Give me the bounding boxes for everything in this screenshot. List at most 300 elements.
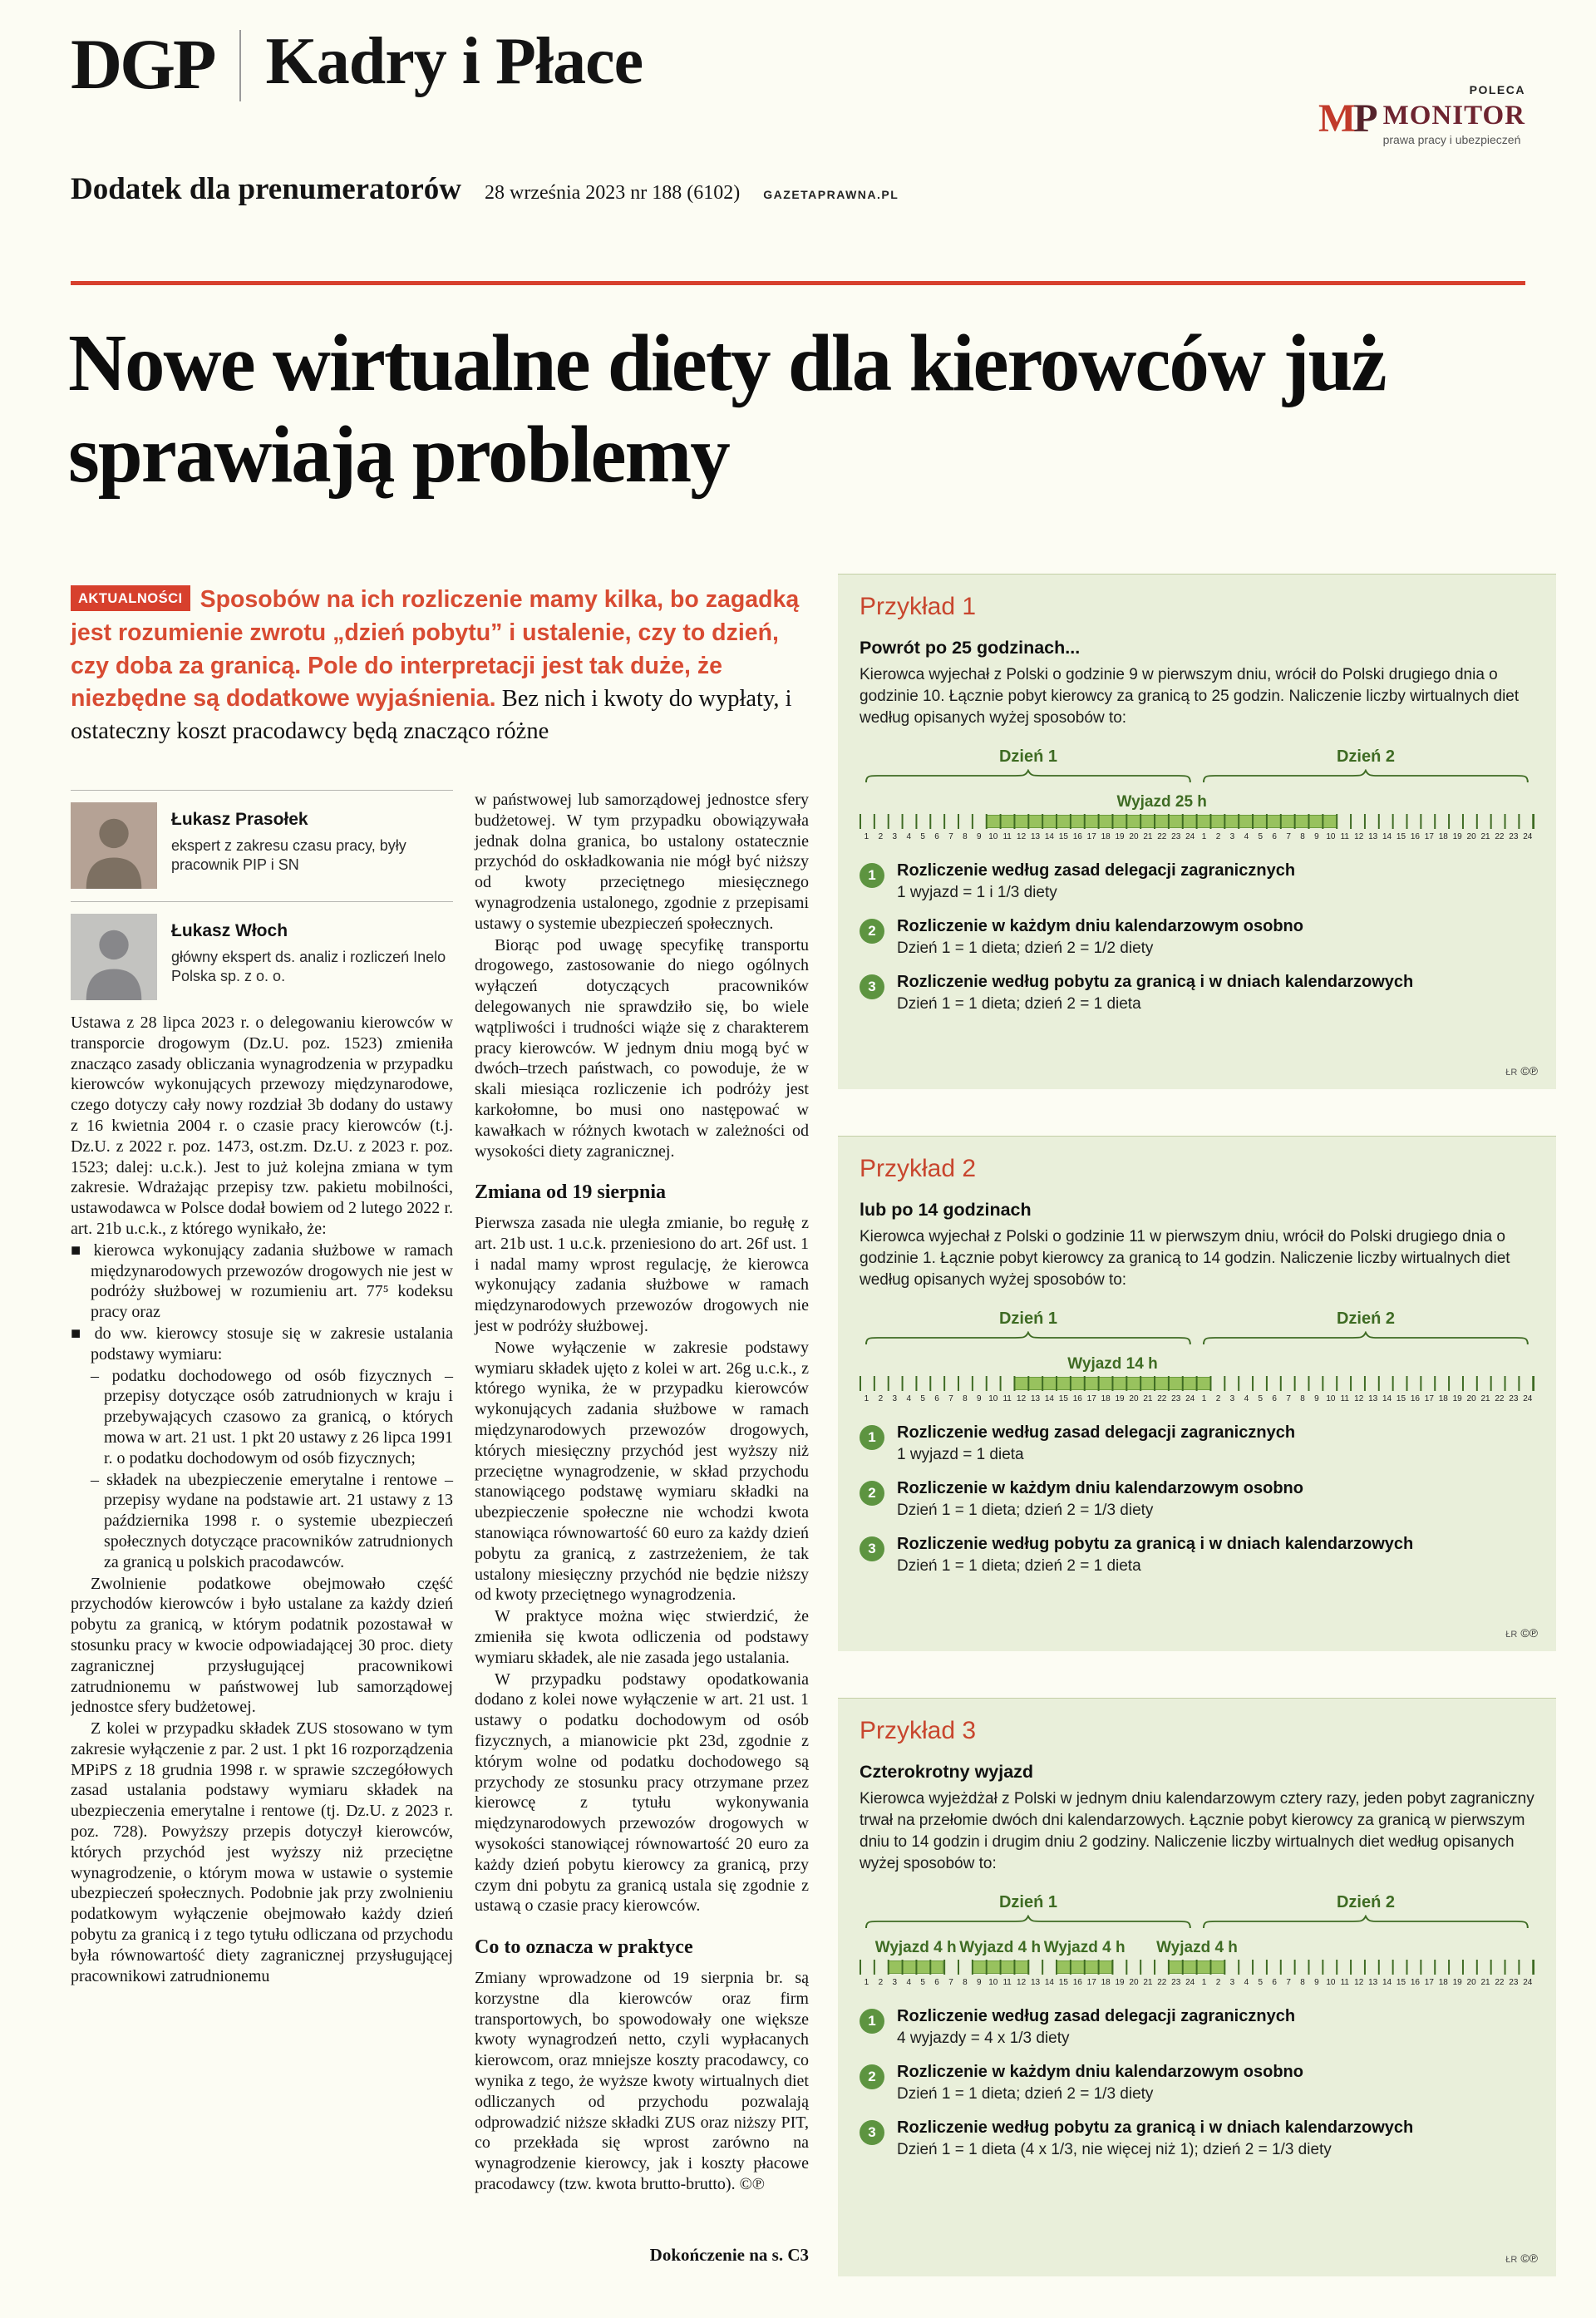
hour-number: 23 (1171, 832, 1181, 842)
hour-number: 1 (864, 1394, 869, 1404)
item-number-badge: 2 (860, 919, 884, 944)
method-item (860, 917, 1534, 958)
paragraph: Zwolnienie podatkowe obejmowało część przychodów kierowców i było ustalane za każdy dzień pobytu za granicą, w którym podatnik pozostawał w stosunku pracy w kwocie odpowiadającej 30 proc. diety zagranicznej przysługującej pracownikowi zatrudnionemu w państwowej lub samorządowej jednostce sfery budżetowej. (71, 1574, 453, 1717)
hour-number: 2 (1215, 832, 1221, 842)
method-title: Rozliczenie w każdym dniu kalendarzowym osobno (897, 2063, 1303, 2082)
example-title: Przykład 2 (860, 1155, 977, 1182)
hour-ticks (860, 814, 1534, 829)
day-headers (860, 1309, 1534, 1344)
hour-number: 3 (1229, 832, 1235, 842)
hour-number: 20 (1129, 1978, 1139, 1988)
hour-number: 21 (1143, 832, 1153, 842)
hour-number: 23 (1171, 1978, 1181, 1988)
trip-label: Wyjazd 14 h (1067, 1355, 1158, 1374)
hour-number: 7 (948, 1978, 953, 1988)
day2-header (1197, 1309, 1534, 1344)
hour-number: 1 (864, 1978, 869, 1988)
method-detail: 1 wyjazd = 1 dieta (897, 1446, 1024, 1464)
paragraph: Ustawa z 28 lipca 2023 r. o delegowaniu kierowców w transporcie drogowym (Dz.U. poz. 1523) zmieniła znacząco zasady obliczania wynagrodzenia w przypadku kierowców wykonujących przewozy międzynarodowe, czego dotyczy cały nowy rozdział 3b dodany do ustawy z 16 kwietnia 2004 r. o czasie pracy kierowców (t.j. Dz.U. z 2022 r. poz. 1473, ost.zm. Dz.U. z 2023 r. poz. 1523; dalej: u.c.k.). Jest to już kolejna zmiana w tym zakresie. Wdrażając przepisy tzw. pakietu mobilności, ustawodawca w Polsce dodał bowiem od 2 lutego 2022 r. art. 21b u.c.k., z którego wynikało, że: (71, 1014, 453, 1238)
day2-label: Dzień 2 (1336, 1893, 1396, 1912)
method-detail: 4 wyjazdy = 4 x 1/3 diety (897, 2029, 1070, 2048)
hour-number: 21 (1143, 1394, 1153, 1404)
hour-number: 4 (1244, 832, 1249, 842)
method-item (860, 1479, 1534, 1520)
hour-number: 17 (1424, 1978, 1434, 1988)
site-url: GAZETAPRAWNA.PL (763, 188, 899, 201)
brace-icon (864, 1331, 1192, 1344)
hour-number: 16 (1410, 832, 1420, 842)
paragraph: W przypadku podstawy opodatkowania dodano z kolei nowe wyłączenie w art. 21 ust. 1 ustawy o podatku dochodowym od osób fizycznych, a mianowicie pkt 23d, zgodnie z którym wolne od podatku dochodowego są przychody ze stosunku pracy otrzymane przez kierowcę z tytułu wykonywania międzynarodowych przewozów drogowych w wysokości stanowiącej równowartość 20 euro za każdy dzień pobytu kierowcy za granicą, przy czym dni pobytu za granicą ustala się zgodnie z ustawą o czasie pracy kierowców. (475, 1669, 809, 1916)
method-detail: Dzień 1 = 1 dieta; dzień 2 = 1 dieta (897, 995, 1141, 1014)
hour-number: 22 (1495, 832, 1505, 842)
author-card (71, 901, 453, 1013)
copyright-mark: ©℗ (1520, 1626, 1538, 1640)
hour-number: 24 (1523, 1978, 1533, 1988)
method-body (897, 2007, 1295, 2048)
day1-label: Dzień 1 (998, 1309, 1058, 1329)
masthead (71, 24, 1525, 207)
hour-number: 11 (1002, 832, 1012, 842)
hour-number: 8 (1300, 1978, 1305, 1988)
hour-number: 3 (1229, 1394, 1235, 1404)
hour-number: 16 (1072, 1978, 1082, 1988)
section-title: Kadry i Płace (265, 25, 643, 98)
method-body (897, 2063, 1303, 2103)
hour-number: 21 (1480, 832, 1490, 842)
author-card (71, 790, 453, 901)
paragraph: Nowe wyłączenie w zakresie podstawy wymiaru składek ujęto z kolei w art. 26g u.c.k., z którego wynika, że w przypadku kierowców wykonujących zadania służbowe w ramach międzynarodowych przewozów drogowych, których miesięczny przychód jest wyższy niż przeciętne wynagrodzenie, w skład przychodu stanowiącego podstawę wymiaru składki na ubezpieczenie społeczne nie wchodzi kwota stanowiąca równowartość 60 euro za każdy dzień pobytu za granicą, z zastrzeżeniem, że tak ustalony miesięczny przychód nie będzie niższy od kwoty przeciętnego wynagrodzenia. (475, 1338, 809, 1605)
hour-number: 10 (988, 832, 998, 842)
day2-header (1197, 1893, 1534, 1928)
trip-labels (860, 791, 1534, 814)
hour-number: 4 (906, 832, 911, 842)
brace-icon (1202, 769, 1530, 782)
paragraph: Biorąc pod uwagę specyfikę transportu drogowego, zastosowanie do niego ogólnych wyłączeń dotyczących pracowników delegowanych nie sprawdziło się, bo wiele wątpliwości i trudności wiąże się z charakterem pracy kierowców. W jednym dniu mogą być w dwóch–trzech państwach, co powoduje, że w skali miesiąca rozliczenie ich podróży jest karkołomne, bo musi ono następować w kawałkach w różnych kwotach w zależności od wysokości diety zagranicznej. (475, 935, 809, 1161)
hour-number: 24 (1185, 1394, 1195, 1404)
hour-numbers (860, 832, 1534, 841)
method-title: Rozliczenie według pobytu za granicą i w dniach kalendarzowych (897, 973, 1414, 992)
example-intro: Kierowca wyjeżdżał z Polski w jednym dniu kalendarzowym cztery razy, jeden pobyt zagraniczny trwał na przełomie dwóch dni kalendarzowych. Łącznie pobyt kierowcy za granicą w pierwszym dniu to 14 godzin i drugim dniu 2 godziny. Naliczenie liczby wirtualnych diet według opisanych wyżej sposobów to: (860, 1790, 1534, 1873)
item-number-badge: 1 (860, 1425, 884, 1450)
hour-number: 5 (920, 832, 925, 842)
author-info (171, 914, 453, 1000)
hour-number: 4 (906, 1978, 911, 1988)
hour-number: 1 (1201, 1978, 1207, 1988)
hour-number: 1 (1201, 1394, 1207, 1404)
hour-number: 11 (1340, 1978, 1349, 1988)
hour-number: 20 (1466, 1394, 1476, 1404)
hour-number: 16 (1072, 1394, 1082, 1404)
method-detail: Dzień 1 = 1 dieta (4 x 1/3, nie więcej niż 1); dzień 2 = 1/3 diety (897, 2141, 1332, 2159)
hour-number: 6 (934, 832, 939, 842)
section-subhead: Zmiana od 19 sierpnia (475, 1181, 667, 1204)
method-title: Rozliczenie w każdym dniu kalendarzowym osobno (897, 1479, 1303, 1498)
hour-number: 3 (892, 1978, 898, 1988)
hour-number: 11 (1340, 832, 1349, 842)
poleca-label: POLECA (1469, 83, 1525, 96)
hour-number: 4 (906, 1394, 911, 1404)
hour-number: 8 (963, 1978, 968, 1988)
hour-number: 12 (1017, 832, 1027, 842)
hour-number: 5 (920, 1394, 925, 1404)
hour-number: 21 (1143, 1978, 1153, 1988)
method-item (860, 1423, 1534, 1464)
hour-number: 13 (1368, 1394, 1378, 1404)
hour-number: 19 (1115, 832, 1125, 842)
hour-number: 17 (1086, 1394, 1096, 1404)
day1-header (860, 1893, 1197, 1928)
hour-number: 18 (1101, 832, 1111, 842)
hour-number: 10 (988, 1394, 998, 1404)
monitor-block (1318, 28, 1525, 146)
trip-labels (860, 1353, 1534, 1376)
lead-paragraph (71, 584, 809, 748)
hour-number: 2 (878, 1394, 884, 1404)
method-title: Rozliczenie w każdym dniu kalendarzowym osobno (897, 917, 1303, 936)
method-item (860, 2007, 1534, 2048)
hour-number: 7 (948, 1394, 953, 1404)
hour-number: 23 (1171, 1394, 1181, 1404)
hour-number: 6 (934, 1978, 939, 1988)
hour-number: 14 (1044, 1978, 1054, 1988)
method-body (897, 973, 1413, 1014)
hour-number: 23 (1509, 1978, 1519, 1988)
hour-number: 22 (1157, 1978, 1167, 1988)
day2-header (1197, 747, 1534, 782)
hour-number: 1 (1201, 832, 1207, 842)
divider-rule (71, 281, 1525, 285)
hour-number: 22 (1495, 1394, 1505, 1404)
hour-number: 2 (878, 832, 884, 842)
method-detail: 1 wyjazd = 1 i 1/3 diety (897, 884, 1057, 902)
hour-number: 18 (1438, 832, 1448, 842)
hour-number: 2 (878, 1978, 884, 1988)
method-detail: Dzień 1 = 1 dieta; dzień 2 = 1 dieta (897, 1557, 1141, 1576)
brace-icon (864, 1915, 1192, 1928)
copyright-mark: ©℗ (1520, 1064, 1538, 1078)
hour-number: 8 (1300, 1394, 1305, 1404)
hour-number: 15 (1396, 1978, 1406, 1988)
hour-number: 18 (1101, 1394, 1111, 1404)
hour-number: 9 (977, 832, 982, 842)
hour-number: 7 (1286, 1978, 1291, 1988)
example-subtitle: Powrót po 25 godzinach... (860, 638, 1081, 658)
hour-number: 6 (934, 1394, 939, 1404)
method-body (897, 1479, 1303, 1520)
hour-number: 22 (1495, 1978, 1505, 1988)
hour-number: 13 (1368, 1978, 1378, 1988)
hour-number: 14 (1044, 1394, 1054, 1404)
example-intro: Kierowca wyjechał z Polski o godzinie 11 w pierwszym dniu, wrócił do Polski drugiego dnia o godzinie 1. Łącznie pobyt kierowcy za granicą to 14 godzin. Naliczenie liczby wirtualnych diet według opisanych wyżej sposobów to: (860, 1228, 1510, 1290)
hour-number: 17 (1086, 832, 1096, 842)
method-title: Rozliczenie według zasad delegacji zagranicznych (897, 1423, 1296, 1443)
bullet-item: ■ do ww. kierowcy stosuje się w zakresie ustalania podstawy wymiaru: (71, 1324, 453, 1364)
trip-label: Wyjazd 25 h (1116, 793, 1207, 811)
hour-number: 10 (1326, 832, 1336, 842)
hour-number: 6 (1272, 1978, 1277, 1988)
item-number-badge: 2 (860, 2064, 884, 2089)
method-title: Rozliczenie według pobytu za granicą i w dniach kalendarzowych (897, 2118, 1414, 2138)
hour-number: 9 (977, 1978, 982, 1988)
hour-number: 15 (1396, 832, 1406, 842)
hour-number: 5 (1258, 832, 1264, 842)
hour-number: 9 (1314, 1394, 1319, 1404)
author-role: ekspert z zakresu czasu pracy, były pracownik PIP i SN (171, 837, 406, 874)
paragraph: w państwowej lub samorządowej jednostce sfery budżetowej. W tym przypadku obowiązywała jednak dolna granica, bo ustalony ostatecznie przychód do oskładkowania nie mógł być niższy od kwoty przeciętnego miesięcznego wynagrodzenia ustalonego, zgodnie z przepisami ustawy o systemie ubezpieczeń społecznych. (475, 791, 809, 933)
item-number-badge: 2 (860, 1481, 884, 1506)
timeline-chart (860, 1893, 1534, 1987)
article-columns (71, 790, 809, 2283)
hour-ruler (860, 1376, 1534, 1391)
hour-number: 15 (1058, 832, 1068, 842)
method-detail: Dzień 1 = 1 dieta; dzień 2 = 1/2 diety (897, 940, 1154, 958)
author-photo (71, 914, 157, 1000)
trip-label: Wyjazd 4 h (959, 1939, 1042, 1957)
hour-number: 22 (1157, 832, 1167, 842)
hour-number: 10 (1326, 1978, 1336, 1988)
section-subhead: Co to oznacza w praktyce (475, 1936, 693, 1959)
bullet-item: ■ kierowca wykonujący zadania służbowe w ramach międzynarodowych przewozów drogowych nie jest w podróży służbowej w rozumieniu art. 77⁵ kodeksu pracy oraz (71, 1240, 453, 1322)
example-box-1 (838, 574, 1556, 1089)
method-detail: Dzień 1 = 1 dieta; dzień 2 = 1/3 diety (897, 1502, 1154, 1520)
brand-divider (239, 30, 241, 101)
method-list (860, 2007, 1534, 2159)
paragraph: Pierwsza zasada nie uległa zmianie, bo regułę z art. 21b ust. 1 u.c.k. przeniesiono do art. 26f ust. 1 i nadal mamy wprost regulację, że kierowca wykonujący zadania służbowe w ramach międzynarodowych przewozów drogowych nie jest w podróży służbowej. (475, 1214, 809, 1336)
trip-label: Wyjazd 4 h (1043, 1939, 1126, 1957)
hour-number: 21 (1480, 1394, 1490, 1404)
hour-number: 6 (1272, 1394, 1277, 1404)
hour-number: 12 (1354, 1978, 1364, 1988)
hour-number: 6 (1272, 832, 1277, 842)
example-intro: Kierowca wyjechał z Polski o godzinie 9 w pierwszym dniu, wrócił do Polski drugiego dnia o godzinie 10. Łącznie pobyt kierowcy za granicą to 25 godzin. Naliczenie liczby wirtualnych diet według opisanych wyżej sposobów to: (860, 666, 1520, 727)
hour-number: 11 (1340, 1394, 1349, 1404)
hour-number: 14 (1044, 832, 1054, 842)
example-subtitle: lub po 14 godzinach (860, 1200, 1032, 1220)
hour-number: 18 (1438, 1978, 1448, 1988)
method-item (860, 861, 1534, 902)
lead-rest: Bez nich i kwoty do wypłaty, i ostateczny koszt pracodawcy będą znacząco różne (71, 686, 792, 744)
hour-number: 12 (1017, 1978, 1027, 1988)
kicker-badge: AKTUALNOŚCI (71, 585, 190, 611)
mp-logo-icon (1318, 96, 1376, 141)
day2-label: Dzień 2 (1336, 747, 1396, 767)
method-body (897, 1535, 1413, 1576)
hour-number: 8 (1300, 832, 1305, 842)
hour-number: 15 (1058, 1394, 1068, 1404)
date-line: 28 września 2023 nr 188 (6102) (485, 182, 741, 204)
hour-number: 15 (1058, 1978, 1068, 1988)
hour-number: 23 (1509, 1394, 1519, 1404)
hour-number: 5 (1258, 1394, 1264, 1404)
credit-line (1505, 2251, 1538, 2265)
supplement-title: Dodatek dla prenumeratorów (71, 172, 462, 206)
mp-letter-m: M (1318, 96, 1354, 141)
hour-number: 15 (1396, 1394, 1406, 1404)
trip-labels (860, 1936, 1534, 1960)
hour-numbers (860, 1978, 1534, 1987)
method-body (897, 1423, 1295, 1464)
hour-number: 13 (1030, 1394, 1041, 1404)
mp-letter-p: P (1353, 96, 1376, 141)
credit-line (1505, 1626, 1538, 1640)
copyright-mark: ©℗ (1520, 2251, 1538, 2265)
hour-number: 4 (1244, 1978, 1249, 1988)
hour-number: 10 (988, 1978, 998, 1988)
hour-ticks (860, 1376, 1534, 1391)
hour-number: 11 (1002, 1394, 1012, 1404)
method-title: Rozliczenie według zasad delegacji zagranicznych (897, 2007, 1296, 2026)
timeline-chart (860, 1309, 1534, 1403)
hour-number: 17 (1424, 1394, 1434, 1404)
dash-item: – składek na ubezpieczenie emerytalne i rentowe – przepisy wydane na podstawie art. 21 ustawy z 13 października 1998 r. o systemie ubezpieczeń społecznych dotyczące pracowników zatrudnionych za granicą u polskich pracodawców. (91, 1470, 453, 1571)
author-role: główny ekspert ds. analiz i rozliczeń Inelo Polska sp. z o. o. (171, 949, 446, 985)
masthead-sub-row (71, 171, 1525, 207)
hour-number: 4 (1244, 1394, 1249, 1404)
hour-ticks (860, 1960, 1534, 1975)
method-body (897, 2118, 1413, 2159)
hour-number: 5 (1258, 1978, 1264, 1988)
hour-number: 24 (1185, 1978, 1195, 1988)
hour-number: 1 (864, 832, 869, 842)
monitor-tagline: prawa pracy i ubezpieczeń (1382, 133, 1521, 146)
monitor-name: MONITOR (1382, 101, 1525, 131)
example-title: Przykład 3 (860, 1717, 977, 1744)
hour-number: 7 (948, 832, 953, 842)
hour-number: 2 (1215, 1394, 1221, 1404)
hour-number: 19 (1452, 1394, 1462, 1404)
hour-number: 8 (963, 1394, 968, 1404)
trip-label: Wyjazd 4 h (874, 1939, 957, 1957)
paragraph: Zmiany wprowadzone od 19 sierpnia br. są korzystne dla kierowców oraz firm transportowych, bo spowodowały one większe kwoty wynagrodzeń netto, czyli wypłacanych kierowcom, oraz mniejsze koszty pracodawcy, co wynika z tego, że wyższe kwoty wirtualnych diet odliczanych od przychodu pozwalają odprowadzić niższe składki ZUS oraz niższy PIT, co przekłada się wprost zarówno na wynagrodzenie kierowcy, jak i koszty płacowe pracodawcy (tzw. kwota brutto-brutto). ©℗ (475, 1968, 809, 2193)
author-photo (71, 802, 157, 889)
author-name: Łukasz Prasołek (171, 810, 308, 829)
hour-number: 12 (1017, 1394, 1027, 1404)
hour-number: 19 (1452, 832, 1462, 842)
hour-number: 13 (1030, 1978, 1041, 1988)
credit-line (1505, 1064, 1538, 1078)
day1-label: Dzień 1 (998, 747, 1058, 767)
column-right (475, 790, 809, 2283)
method-detail: Dzień 1 = 1 dieta; dzień 2 = 1/3 diety (897, 2085, 1154, 2103)
hour-number: 9 (977, 1394, 982, 1404)
paragraph: W praktyce można więc stwierdzić, że zmieniła się kwota odliczenia od podstawy wymiaru składek, ale nie zasada jego ustalania. (475, 1607, 809, 1667)
headline: Nowe wirtualne diety dla kierowców już sprawiają problemy (68, 318, 1386, 499)
credit-initials: ŁR (1505, 1630, 1518, 1640)
mp-monitor-logo (1318, 96, 1525, 146)
hour-ruler (860, 1960, 1534, 1975)
method-item (860, 2118, 1534, 2159)
trip-label: Wyjazd 4 h (1156, 1939, 1238, 1957)
method-item (860, 2063, 1534, 2103)
hour-number: 8 (963, 832, 968, 842)
credit-initials: ŁR (1505, 2255, 1518, 2265)
example-subtitle: Czterokrotny wyjazd (860, 1762, 1034, 1782)
author-name: Łukasz Włoch (171, 921, 288, 940)
credit-initials: ŁR (1505, 1068, 1518, 1078)
hour-number: 14 (1382, 1978, 1392, 1988)
method-body (897, 861, 1295, 902)
examples-column (838, 574, 1556, 2318)
method-list (860, 861, 1534, 1014)
hour-number: 19 (1115, 1978, 1125, 1988)
hour-ruler (860, 814, 1534, 829)
hour-number: 17 (1424, 832, 1434, 842)
hour-number: 16 (1410, 1394, 1420, 1404)
dash-item: – podatku dochodowego od osób fizycznych – przepisy dotyczące osób zatrudnionych w kraju i przebywających czasowo za granicą, o których mowa w art. 21 ust. 1 pkt 20 ustawy z 26 lipca 1991 r. o podatku dochodowym od osób fizycznych; (91, 1366, 453, 1467)
example-box-3 (838, 1698, 1556, 2276)
hour-number: 20 (1466, 832, 1476, 842)
hour-number: 10 (1326, 1394, 1336, 1404)
hour-number: 14 (1382, 832, 1392, 842)
monitor-text (1383, 102, 1525, 146)
hour-number: 20 (1129, 1394, 1139, 1404)
hour-number: 24 (1523, 832, 1533, 842)
hour-number: 3 (1229, 1978, 1235, 1988)
hour-number: 20 (1466, 1978, 1476, 1988)
brace-icon (864, 769, 1192, 782)
author-info (171, 802, 453, 889)
method-title: Rozliczenie według zasad delegacji zagranicznych (897, 861, 1296, 880)
hour-number: 14 (1382, 1394, 1392, 1404)
hour-number: 13 (1368, 832, 1378, 842)
hour-number: 2 (1215, 1978, 1221, 1988)
hour-number: 18 (1101, 1978, 1111, 1988)
day2-label: Dzień 2 (1336, 1309, 1396, 1329)
item-number-badge: 1 (860, 2009, 884, 2034)
day-headers (860, 1893, 1534, 1928)
hour-number: 12 (1354, 1394, 1364, 1404)
day1-header (860, 747, 1197, 782)
item-number-badge: 3 (860, 2120, 884, 2145)
day1-label: Dzień 1 (998, 1893, 1058, 1912)
person-silhouette-icon (71, 802, 157, 889)
day-headers (860, 747, 1534, 782)
hour-number: 9 (1314, 1978, 1319, 1988)
hour-number: 9 (1314, 832, 1319, 842)
person-silhouette-icon (71, 914, 157, 1000)
column-left (71, 790, 453, 2283)
method-list (860, 1423, 1534, 1576)
lead-highlight: Sposobów na ich rozliczenie mamy kilka, bo zagadką jest rozumienie zwrotu „dzień pobytu” i ustalenie, czy to dzień, czy doba za granicą. Pole do interpretacji jest tak duże, że niezbędne są dodatkowe wyjaśnienia. (71, 586, 800, 713)
brand-row (71, 24, 1525, 146)
method-title: Rozliczenie według pobytu za granicą i w dniach kalendarzowych (897, 1535, 1414, 1554)
hour-number: 21 (1480, 1978, 1490, 1988)
timeline-chart (860, 747, 1534, 841)
item-number-badge: 3 (860, 974, 884, 999)
hour-number: 5 (920, 1978, 925, 1988)
hour-number: 20 (1129, 832, 1139, 842)
example-title: Przykład 1 (860, 593, 977, 620)
brace-icon (1202, 1915, 1530, 1928)
continuation-note: Dokończenie na s. C3 (649, 2244, 809, 2265)
hour-number: 7 (1286, 832, 1291, 842)
method-item (860, 973, 1534, 1014)
brace-icon (1202, 1331, 1530, 1344)
method-item (860, 1535, 1534, 1576)
hour-number: 3 (892, 1394, 898, 1404)
example-box-2 (838, 1136, 1556, 1651)
hour-number: 24 (1523, 1394, 1533, 1404)
hour-number: 22 (1157, 1394, 1167, 1404)
hour-number: 23 (1509, 832, 1519, 842)
hour-number: 19 (1115, 1394, 1125, 1404)
item-number-badge: 1 (860, 863, 884, 888)
hour-number: 13 (1030, 832, 1041, 842)
hour-number: 24 (1185, 832, 1195, 842)
hour-number: 19 (1452, 1978, 1462, 1988)
hour-number: 16 (1410, 1978, 1420, 1988)
hour-number: 12 (1354, 832, 1364, 842)
